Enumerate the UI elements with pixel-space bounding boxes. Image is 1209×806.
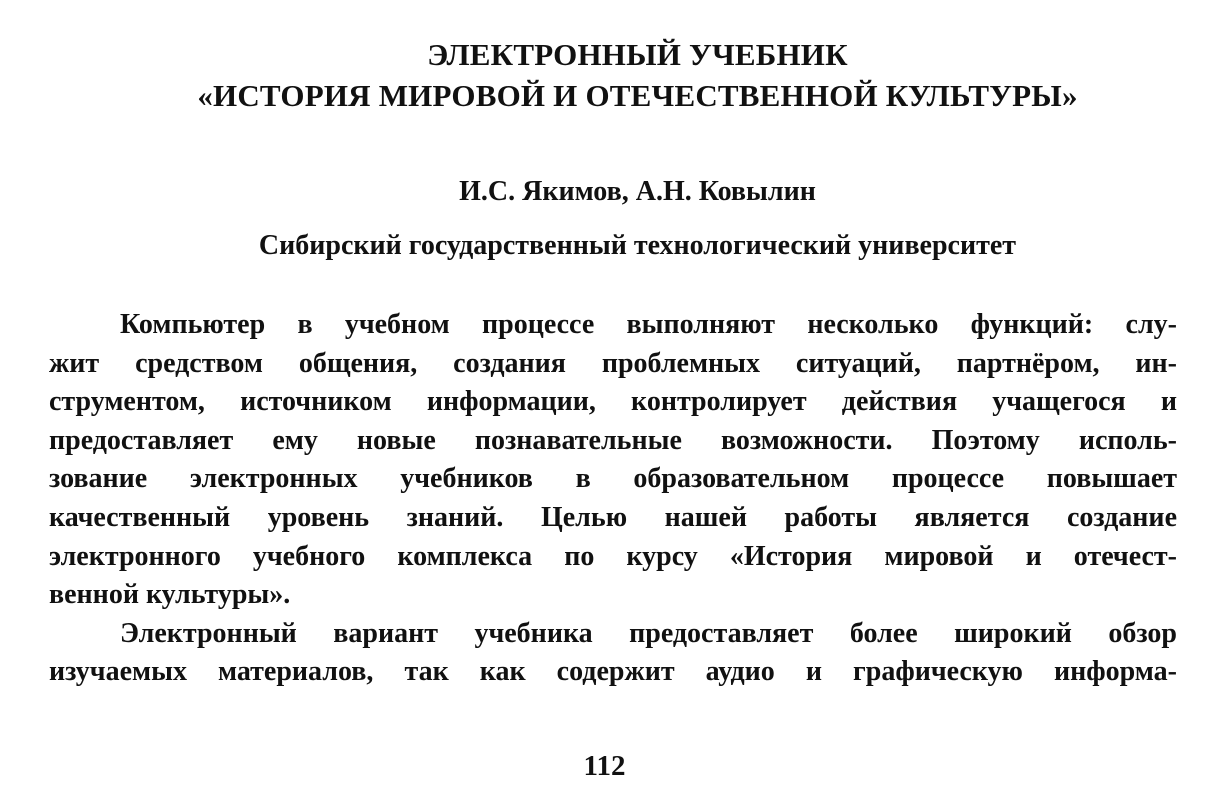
paragraph-1-line-7: электронного учебного комплекса по курсу «История мировой и отечест- (49, 540, 1177, 572)
affiliation: Сибирский государственный технологический университет (258, 230, 1017, 261)
paragraph-1-line-8: венной культуры». (49, 579, 291, 611)
paragraph-1-line-3: струментом, источником информации, контролирует действия учащегося и (49, 386, 1177, 418)
paragraph-1-line-6: качественный уровень знаний. Целью нашей работы является создание (49, 501, 1177, 533)
authors: И.С. Якимов, А.Н. Ковылин (459, 176, 816, 207)
paragraph-2-line-1: Электронный вариант учебника предоставляет более широкий обзор (120, 617, 1177, 649)
paragraph-2-line-2: изучаемых материалов, так как содержит аудио и графическую информа- (49, 656, 1177, 688)
title-line-2: «ИСТОРИЯ МИРОВОЙ И ОТЕЧЕСТВЕННОЙ КУЛЬТУРЫ» (197, 78, 1078, 113)
title-line-1: ЭЛЕКТРОННЫЙ УЧЕБНИК (427, 37, 848, 72)
paragraph-1-line-2: жит средством общения, создания проблемных ситуаций, партнёром, ин- (49, 347, 1177, 379)
paragraph-1-line-1: Компьютер в учебном процессе выполняют несколько функций: слу- (120, 309, 1177, 340)
paragraph-1-line-5: зование электронных учебников в образовательном процессе повышает (49, 463, 1177, 495)
paragraph-1-line-4: предоставляет ему новые познавательные возможности. Поэтому исполь- (49, 424, 1177, 456)
page-number: 112 (583, 750, 626, 782)
body-text (49, 306, 1177, 692)
